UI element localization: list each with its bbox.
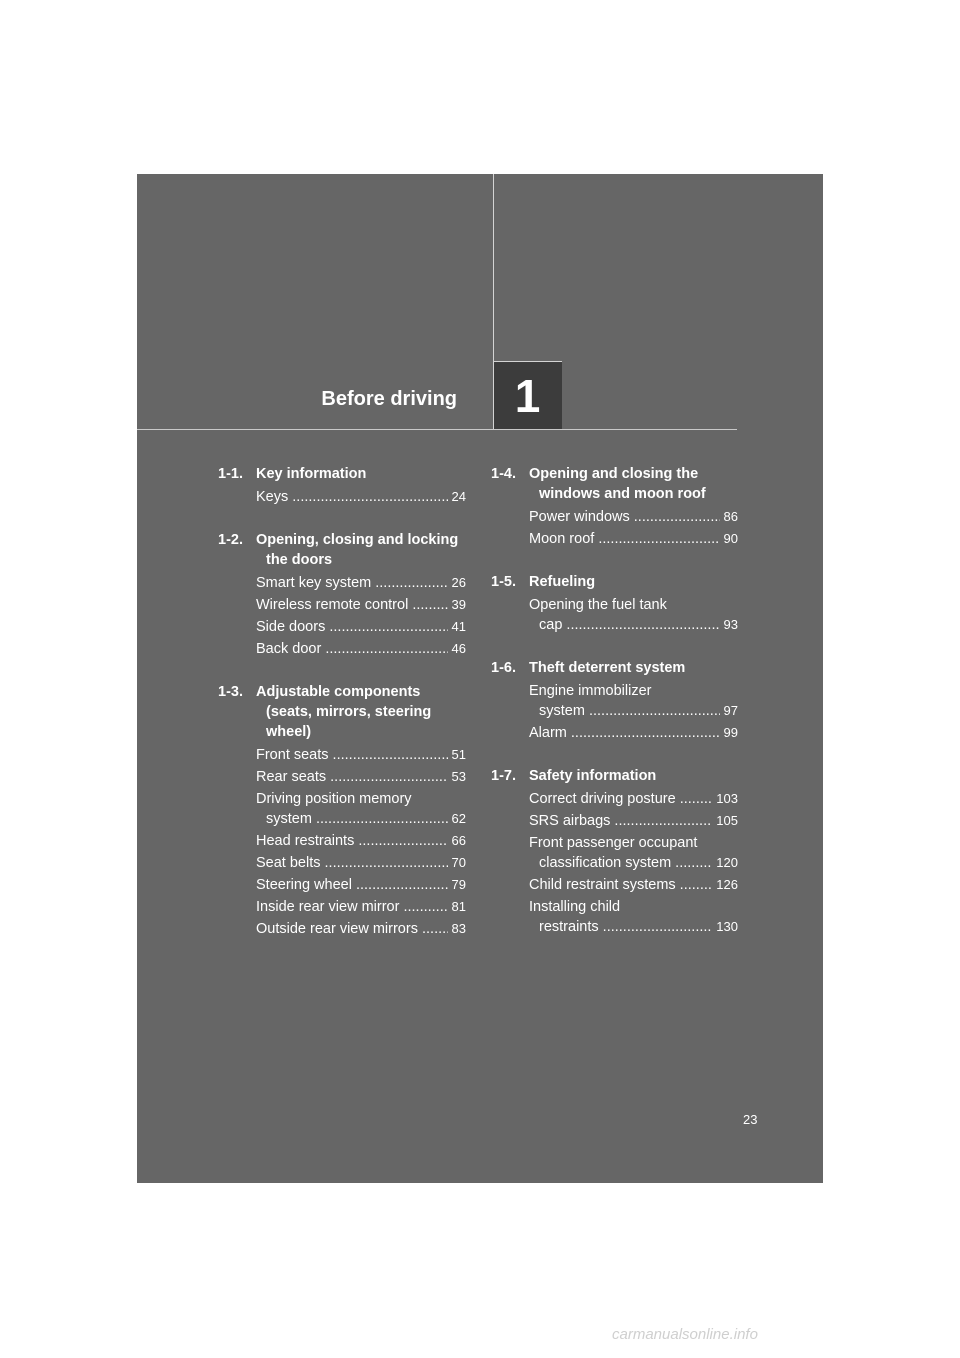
toc-entry-label: Rear seats .....: [256, 767, 448, 787]
section-title: [529, 658, 738, 678]
section-gap: [491, 745, 738, 766]
section-number: 1-6.: [491, 660, 516, 676]
toc-entry-label: Power windows .....: [529, 507, 720, 527]
toc-entry-page: 83: [451, 921, 466, 936]
toc-entry-label: Child restraint systems .....: [529, 875, 712, 895]
toc-entry[interactable]: [256, 573, 466, 593]
section-entries: [529, 789, 738, 937]
toc-entry[interactable]: [256, 853, 466, 873]
toc-entry[interactable]: [529, 595, 738, 635]
toc-right-column: [491, 464, 738, 939]
toc-entry-page: 39: [451, 597, 466, 612]
toc-entry-page: 86: [723, 509, 738, 524]
section-heading: [218, 464, 466, 484]
section-entries: [529, 507, 738, 549]
toc-entry-label: Seat belts .....: [256, 853, 448, 873]
panel-divider-vertical: [493, 174, 494, 361]
toc-entry-page: 126: [716, 877, 738, 892]
toc-entry-label-cont: restraints .....: [539, 917, 712, 937]
toc-entry[interactable]: [256, 919, 466, 939]
toc-entry[interactable]: [256, 897, 466, 917]
section-title-line: Opening, closing and locking: [256, 532, 459, 548]
section-number: 1-4.: [491, 466, 516, 482]
toc-entry-page: 70: [451, 855, 466, 870]
section-title-line: windows and moon roof: [539, 486, 706, 502]
section-title-line: Safety information: [529, 768, 657, 784]
toc-entry[interactable]: [529, 875, 738, 895]
toc-entry[interactable]: [256, 617, 466, 637]
toc-entry[interactable]: [529, 723, 738, 743]
toc-entry-label: Moon roof .....: [529, 529, 720, 549]
toc-entry-page: 130: [716, 919, 738, 934]
toc-entry-label: Back door .....: [256, 639, 448, 659]
toc-entry-label: Front passenger occupant: [529, 835, 698, 851]
toc-entry[interactable]: [529, 507, 738, 527]
section-heading: [491, 766, 738, 786]
section-gap: [491, 637, 738, 658]
toc-entry-page: 26: [451, 575, 466, 590]
toc-entry-page: 99: [723, 725, 738, 740]
toc-entry[interactable]: [256, 831, 466, 851]
toc-entry-label: Alarm .....: [529, 723, 720, 743]
toc-entry-page: 46: [451, 641, 466, 656]
toc-entry-label: Side doors .....: [256, 617, 448, 637]
toc-entry-page: 41: [451, 619, 466, 634]
toc-entry[interactable]: [529, 833, 738, 873]
toc-entry[interactable]: [256, 487, 466, 507]
toc-entry-label: Outside rear view mirrors .....: [256, 919, 448, 939]
section-title-line: Refueling: [529, 574, 596, 590]
toc-entry-label: Front seats .....: [256, 745, 448, 765]
toc-entry[interactable]: [256, 745, 466, 765]
section-title-line: the doors: [266, 552, 333, 568]
panel-divider-horizontal: [137, 429, 737, 430]
toc-entry-label: Engine immobilizer: [529, 683, 652, 699]
section-title: [529, 766, 738, 786]
toc-entry[interactable]: [256, 639, 466, 659]
section-title-line: Key information: [256, 466, 367, 482]
section-heading: [491, 572, 738, 592]
watermark: carmanualsonline.info: [612, 1326, 758, 1343]
toc-entry-page: 79: [451, 877, 466, 892]
section-heading: [491, 464, 738, 504]
toc-entry[interactable]: [256, 767, 466, 787]
section-number: 1-3.: [218, 684, 243, 700]
toc-entry[interactable]: [256, 789, 466, 829]
toc-entry-label-cont: classification system .....: [539, 853, 712, 873]
toc-entry[interactable]: [256, 595, 466, 615]
chapter-title: Before driving: [321, 388, 457, 410]
section-title-line: Theft deterrent system: [529, 660, 686, 676]
toc-entry-page: 24: [451, 489, 466, 504]
section-title: [256, 464, 466, 484]
toc-entry[interactable]: [256, 875, 466, 895]
toc-entry-label: SRS airbags .....: [529, 811, 712, 831]
toc-entry[interactable]: [529, 811, 738, 831]
section-number: 1-2.: [218, 532, 243, 548]
toc-entry-label: Keys .....: [256, 487, 448, 507]
section-title-line: Opening and closing the: [529, 466, 699, 482]
section-number: 1-7.: [491, 768, 516, 784]
toc-entry-page: 97: [723, 703, 738, 718]
toc-entry-page: 120: [716, 855, 738, 870]
section-title: [529, 464, 738, 504]
section-title-line: Adjustable components: [256, 684, 421, 700]
section-gap: [491, 551, 738, 572]
toc-entry-label: Driving position memory: [256, 791, 412, 807]
toc-entry-page: 93: [723, 617, 738, 632]
toc-entry-label: Correct driving posture .....: [529, 789, 712, 809]
section-title-line: wheel): [266, 724, 312, 740]
section-heading: [218, 530, 466, 570]
toc-entry-label: Head restraints .....: [256, 831, 448, 851]
page-number: 23: [743, 1112, 758, 1127]
section-heading: [491, 658, 738, 678]
toc-entry-label-cont: system .....: [266, 809, 448, 829]
section-entries: [256, 487, 466, 507]
section-entries: [256, 745, 466, 939]
toc-entry-label: Inside rear view mirror .....: [256, 897, 448, 917]
section-title: [529, 572, 738, 592]
section-heading: [218, 682, 466, 742]
section-gap: [218, 661, 466, 682]
toc-entry-label: Wireless remote control .....: [256, 595, 448, 615]
section-title: [256, 530, 466, 570]
toc-entry-page: 103: [716, 791, 738, 806]
section-entries: [529, 595, 738, 635]
toc-entry-page: 51: [451, 747, 466, 762]
toc-entry-page: 90: [723, 531, 738, 546]
toc-entry[interactable]: [529, 789, 738, 809]
toc-entry-label: Smart key system .....: [256, 573, 448, 593]
toc-entry[interactable]: [529, 897, 738, 937]
toc-entry-label: Opening the fuel tank: [529, 597, 667, 613]
toc-entry-page: 62: [451, 811, 466, 826]
toc-entry-label: Installing child: [529, 899, 621, 915]
section-title-line: (seats, mirrors, steering: [266, 704, 432, 720]
toc-entry-label-cont: cap .....: [539, 615, 720, 635]
toc-entry-page: 105: [716, 813, 738, 828]
section-gap: [218, 509, 466, 530]
section-entries: [256, 573, 466, 659]
section-number: 1-1.: [218, 466, 243, 482]
chapter-number: 1: [514, 370, 541, 422]
toc-entry[interactable]: [529, 529, 738, 549]
toc-left-column: [218, 464, 466, 941]
toc-entry-label: Steering wheel .....: [256, 875, 448, 895]
toc-entry-page: 53: [451, 769, 466, 784]
section-entries: [529, 681, 738, 743]
section-number: 1-5.: [491, 574, 516, 590]
toc-entry-label-cont: system .....: [539, 701, 720, 721]
section-title: [256, 682, 466, 742]
toc-entry-page: 81: [451, 899, 466, 914]
toc-entry-page: 66: [451, 833, 466, 848]
toc-entry[interactable]: [529, 681, 738, 721]
